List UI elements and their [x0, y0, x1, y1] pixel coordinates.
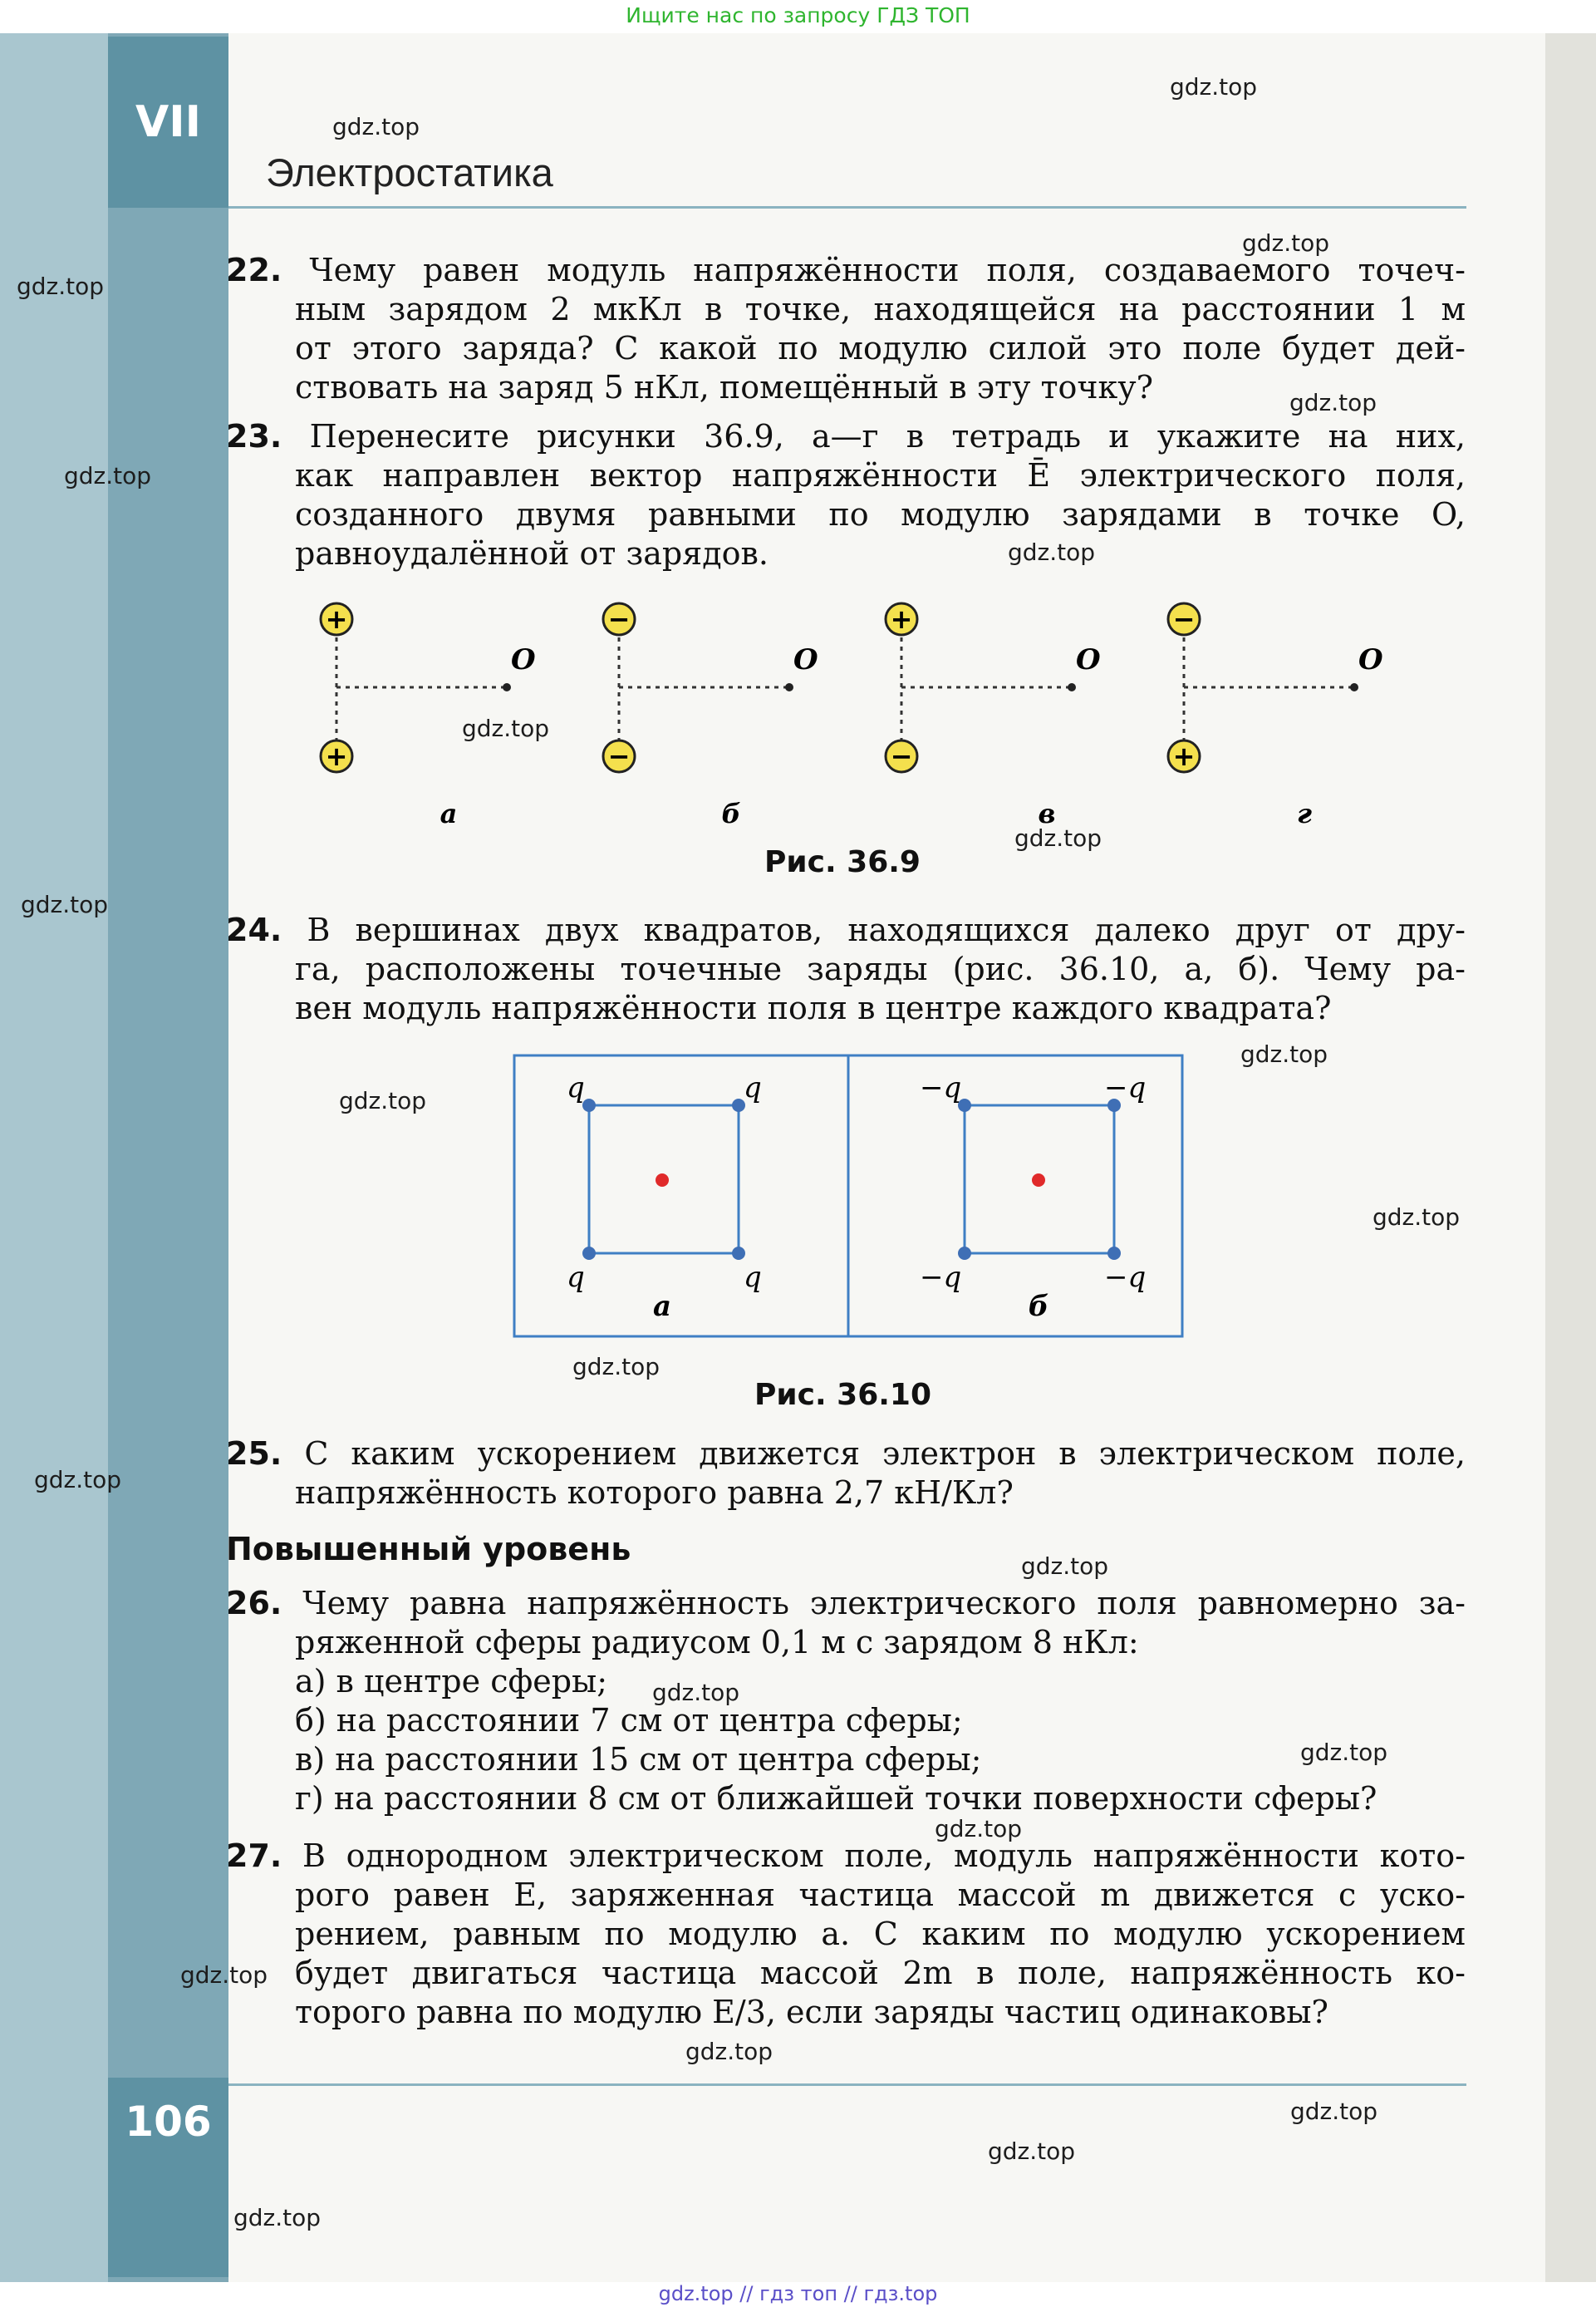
watermark: gdz.top — [572, 1353, 660, 1380]
watermark: gdz.top — [233, 2204, 322, 2231]
problem-26 — [226, 1584, 1466, 1818]
problem-line: В вершинах двух квадратов, находящихся далеко друг от дру- — [307, 912, 1466, 948]
charge-label: q — [567, 1071, 585, 1104]
panel-label: г — [1297, 798, 1312, 829]
charge-label: q — [567, 1261, 585, 1294]
problem-27 — [226, 1837, 1466, 2032]
center-dot — [656, 1173, 669, 1187]
charge-dot — [582, 1247, 596, 1260]
problem-24 — [226, 911, 1466, 1028]
figure-36-9-caption: Рис. 36.9 — [764, 845, 921, 879]
figure-36-9-panel-d — [1168, 603, 1383, 829]
point-o — [785, 683, 793, 691]
problem-line: торого равна по модулю E/3, если заряды частиц одинаковы? — [295, 1994, 1328, 2030]
watermark: gdz.top — [1290, 2098, 1378, 2125]
charge-label: q — [744, 1071, 762, 1104]
problem-line: вен модуль напряжённости поля в центре каждого квадрата? — [295, 990, 1332, 1026]
point-o-label: O — [511, 643, 536, 676]
point-o — [503, 683, 511, 691]
charge-sign: + — [1172, 740, 1196, 772]
chapter-number: VII — [108, 37, 228, 208]
charge-sign: − — [607, 603, 631, 635]
panel-label: а — [440, 798, 458, 829]
problem-line: Перенесите рисунки 36.9, а—г в тетрадь и укажите на них, — [309, 418, 1466, 455]
problem-number: 24. — [226, 912, 282, 948]
problem-subitem: в) на расстоянии 15 см от центра сферы; — [295, 1741, 982, 1778]
problem-22 — [226, 251, 1466, 407]
figure-36-10 — [513, 1054, 1186, 1340]
point-o-label: O — [793, 643, 818, 676]
watermark: gdz.top — [1300, 1739, 1388, 1766]
frame-a — [514, 1055, 848, 1336]
watermark: gdz.top — [1289, 389, 1377, 416]
watermark: gdz.top — [1008, 539, 1096, 566]
watermark: gdz.top — [1242, 229, 1330, 257]
watermark: gdz.top — [1021, 1552, 1109, 1580]
problem-line: В однородном электрическом поле, модуль напряжённости кото- — [302, 1837, 1466, 1874]
panel-label: б — [1028, 1290, 1049, 1323]
watermark: gdz.top — [1170, 73, 1258, 101]
problem-number: 22. — [226, 252, 282, 288]
problem-subitem: а) в центре сферы; — [295, 1663, 608, 1700]
side-tab — [0, 33, 108, 2312]
charge-sign: + — [325, 603, 348, 635]
problem-line: созданного двумя равными по модулю зарядами в точке O, — [295, 496, 1466, 533]
charge-label: −q — [1104, 1071, 1147, 1104]
watermark: gdz.top — [332, 113, 420, 140]
point-o-label: O — [1076, 643, 1101, 676]
footer-rule — [228, 2083, 1466, 2086]
watermark: gdz.top — [935, 1815, 1023, 1842]
watermark: gdz.top — [1240, 1040, 1328, 1068]
charge-sign: − — [1172, 603, 1196, 635]
top-search-link[interactable]: Ищите нас по запросу ГДЗ ТОП — [626, 3, 970, 27]
charge-sign: + — [890, 603, 913, 635]
figure-36-10-panel-b — [920, 1071, 1146, 1323]
charge-dot — [1107, 1247, 1121, 1260]
charge-dot — [958, 1247, 971, 1260]
charge-label: q — [744, 1261, 762, 1294]
problem-line: от этого заряда? С какой по модулю силой это поле будет дей- — [295, 330, 1466, 366]
panel-label: а — [652, 1290, 672, 1323]
problem-line: будет двигаться частица массой 2m в поле, напряжённость ко- — [295, 1955, 1466, 1991]
watermark: gdz.top — [180, 1961, 268, 1989]
watermark: gdz.top — [1373, 1203, 1461, 1231]
bottom-link-text[interactable]: gdz.top // гдз топ // гдз.top — [658, 2282, 938, 2305]
charge-label: −q — [920, 1261, 962, 1294]
figure-36-10-caption: Рис. 36.10 — [754, 1378, 932, 1412]
point-o — [1350, 683, 1358, 691]
problem-line: га, расположены точечные заряды (рис. 36.10, а, б). Чему ра- — [295, 951, 1466, 987]
watermark: gdz.top — [17, 273, 105, 300]
charge-label: −q — [1104, 1261, 1147, 1294]
problem-line: Чему равен модуль напряжённости поля, создаваемого точеч- — [309, 252, 1466, 288]
problem-line: Чему равна напряжённость электрического поля равномерно за- — [302, 1585, 1466, 1621]
problem-subitem: б) на расстоянии 7 см от центра сферы; — [295, 1702, 963, 1739]
problem-23 — [226, 417, 1466, 573]
figure-36-9-panel-c — [886, 603, 1101, 829]
point-o — [1068, 683, 1076, 691]
problem-line: как направлен вектор напряжённости Ē электрического поля, — [295, 457, 1466, 494]
bottom-links[interactable] — [0, 2282, 1596, 2312]
problem-number: 25. — [226, 1435, 282, 1472]
point-o-label: O — [1358, 643, 1383, 676]
watermark: gdz.top — [339, 1087, 427, 1114]
problem-line: рого равен E, заряженная частица массой m движется с уско- — [295, 1877, 1466, 1913]
problem-number: 27. — [226, 1837, 282, 1874]
watermark: gdz.top — [21, 891, 109, 918]
figure-36-9-panel-b — [603, 603, 818, 829]
page-edge — [1545, 33, 1596, 2312]
problem-line: ным зарядом 2 мкКл в точке, находящейся на расстоянии 1 м — [295, 291, 1466, 327]
charge-dot — [732, 1247, 745, 1260]
problem-line: ряженной сферы радиусом 0,1 м с зарядом 8 нКл: — [295, 1624, 1139, 1660]
watermark: gdz.top — [988, 2137, 1076, 2165]
chapter-title: Электростатика — [266, 150, 553, 194]
problem-25 — [226, 1434, 1466, 1513]
panel-label: б — [721, 798, 741, 829]
problem-number: 23. — [226, 418, 282, 455]
problem-line: равноудалённой от зарядов. — [295, 535, 769, 572]
watermark: gdz.top — [462, 715, 550, 742]
charge-sign: − — [890, 740, 913, 772]
watermark: gdz.top — [34, 1466, 122, 1493]
problem-line: С каким ускорением движется электрон в электрическом поле, — [304, 1435, 1466, 1472]
charge-label: −q — [920, 1071, 962, 1104]
problem-subitem: г) на расстоянии 8 см от ближайшей точки поверхности сферы? — [295, 1780, 1377, 1817]
problem-line: рением, равным по модулю a. С каким по модулю ускорением — [295, 1916, 1466, 1952]
problem-line: ствовать на заряд 5 нКл, помещённый в эту точку? — [295, 369, 1154, 406]
charge-sign: + — [325, 740, 348, 772]
watermark: gdz.top — [685, 2038, 773, 2065]
header-rule — [228, 206, 1466, 209]
section-heading: Повышенный уровень — [226, 1531, 631, 1567]
center-dot — [1032, 1173, 1045, 1187]
watermark: gdz.top — [64, 462, 152, 489]
panel-label: в — [1038, 798, 1056, 829]
charge-sign: − — [607, 740, 631, 772]
watermark: gdz.top — [652, 1679, 740, 1706]
page-number: 106 — [108, 2078, 228, 2277]
watermark: gdz.top — [1014, 824, 1102, 852]
figure-36-10-panel-a — [567, 1071, 762, 1323]
problem-number: 26. — [226, 1585, 282, 1621]
problem-line: напряжённость которого равна 2,7 кН/Кл? — [295, 1474, 1014, 1511]
